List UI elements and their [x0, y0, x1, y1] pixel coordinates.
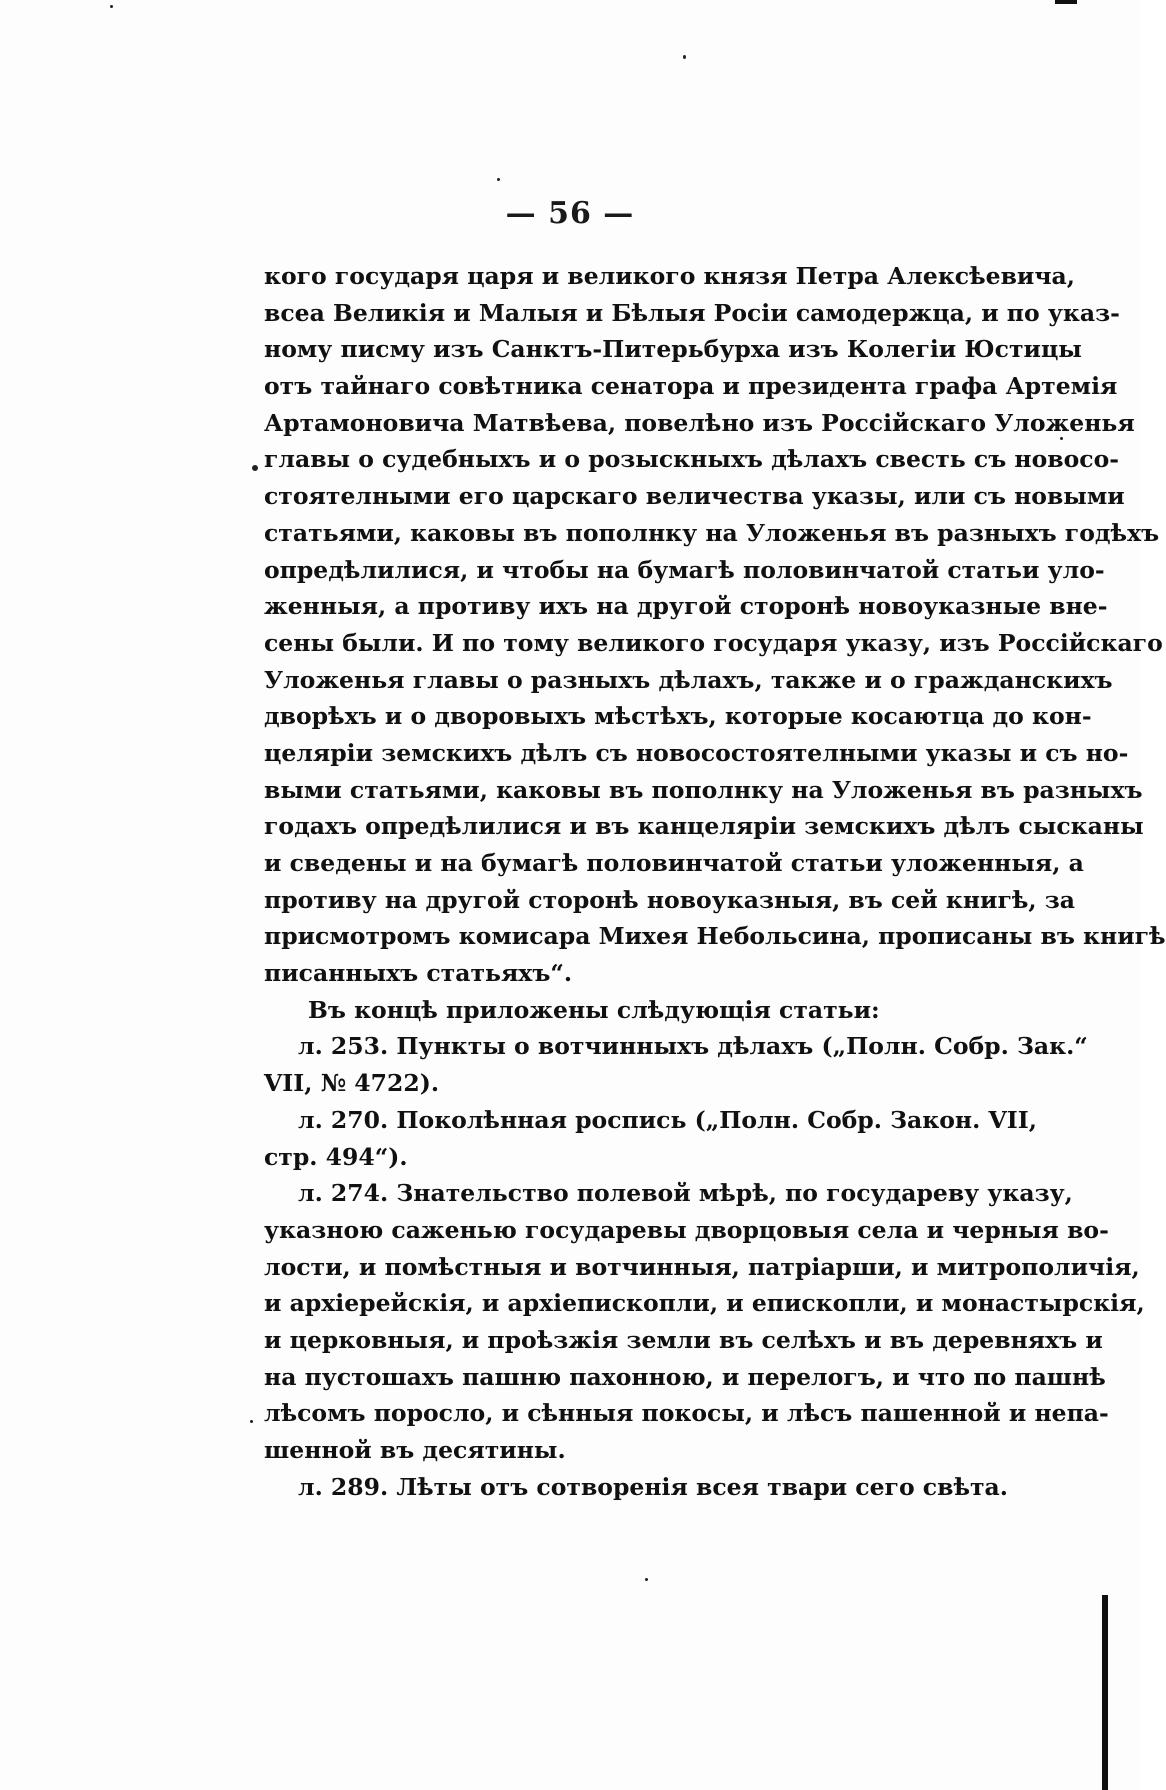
scan-edge-mark: [1102, 1595, 1108, 1790]
text-line: ному писму изъ Санктъ-Питерьбурха изъ Колегіи Юстицы: [264, 335, 1082, 364]
scan-speck: [252, 465, 258, 471]
text-line: целяріи земскихъ дѣлъ съ новосостоятелными указы и съ но-: [264, 738, 1129, 767]
text-line: противу на другой сторонѣ новоуказныя, въ сей книгѣ, за: [264, 885, 1075, 914]
scan-speck: [250, 1420, 253, 1423]
text-line: опредѣлилися, и чтобы на бумагѣ половинчатой статьи уло-: [264, 555, 1105, 584]
text-line: л. 270. Поколѣнная роспись („Полн. Собр. Закон. VII,: [298, 1105, 1037, 1134]
text-line: и сведены и на бумагѣ половинчатой статьи уложенныя, а: [264, 849, 1084, 877]
text-line: сены были. И по тому великого государя указу, изъ Россійскаго: [264, 628, 1163, 657]
text-line: отъ тайнаго совѣтника сенатора и президента графа Артемія: [264, 372, 1118, 401]
text-line: всеа Великія и Малыя и Бѣлыя Росіи самодержца, и по указ-: [264, 298, 1120, 327]
text-line: дворѣхъ и о дворовыхъ мѣстѣхъ, которые косаютца до кон-: [264, 702, 1092, 731]
text-line: лости, и помѣстныя и вотчинныя, патріарши, и митрополичія,: [264, 1252, 1140, 1281]
text-line: л. 274. Знательство полевой мѣрѣ, по государеву указу,: [298, 1179, 1073, 1208]
text-line: Артамоновича Матвѣева, повелѣно изъ Россійскаго Уложенья: [264, 408, 1135, 437]
text-line: и церковныя, и проѣзжія земли въ селѣхъ и въ деревняхъ и: [264, 1325, 1103, 1354]
scan-edge-mark: [1055, 0, 1077, 4]
scan-speck: [683, 55, 686, 59]
text-line: стр. 494“).: [264, 1142, 408, 1171]
text-line: лѣсомъ поросло, и сѣнныя покосы, и лѣсъ пашенной и непа-: [264, 1399, 1109, 1428]
scan-speck: [1060, 437, 1063, 440]
text-line: присмотромъ комисара Михея Небольсина, прописаны въ книгѣ: [264, 922, 1166, 951]
text-line: VII, № 4722).: [264, 1069, 440, 1098]
text-line: на пустошахъ пашню пахонною, и перелогъ, и что по пашнѣ: [264, 1362, 1106, 1391]
text-line: писанныхъ статьяхъ“.: [264, 959, 573, 988]
text-line: женныя, а противу ихъ на другой сторонѣ новоуказные вне-: [264, 592, 1108, 621]
page-number: — 56 —: [505, 196, 635, 231]
text-line: стоятелными его царскаго величества указы, или съ новыми: [264, 482, 1125, 511]
text-line: и архіерейскія, и архіепископли, и епископли, и монастырскія,: [264, 1289, 1145, 1318]
scan-speck: [645, 1578, 648, 1581]
text-line: Въ концѣ приложены слѣдующія статьи:: [308, 995, 880, 1024]
text-line: указною саженью государевы дворцовыя села и черныя во-: [264, 1215, 1109, 1244]
text-line: главы о судебныхъ и о розыскныхъ дѣлахъ свесть съ новосо-: [264, 445, 1120, 474]
text-line: л. 289. Лѣты отъ сотворенія всея твари сего свѣта.: [298, 1472, 1008, 1501]
text-line: л. 253. Пункты о вотчинныхъ дѣлахъ („Полн. Собр. Зак.“: [298, 1032, 1088, 1061]
text-line: кого государя царя и великого князя Петра Алексѣевича,: [264, 262, 1075, 290]
text-line: Уложенья главы о разныхъ дѣлахъ, также и о гражданскихъ: [264, 665, 1113, 694]
scan-speck: [110, 5, 113, 8]
body-text: [264, 258, 1166, 1505]
text-line: годахъ опредѣлилися и въ канцеляріи земскихъ дѣлъ сысканы: [264, 812, 1144, 841]
text-line: статьями, каковы въ пополнку на Уложенья въ разныхъ годѣхъ: [264, 518, 1160, 547]
text-line: выми статьями, каковы въ пополнку на Уложенья въ разныхъ: [264, 775, 1143, 804]
scan-speck: [497, 178, 500, 181]
text-line: шенной въ десятины.: [264, 1436, 566, 1464]
